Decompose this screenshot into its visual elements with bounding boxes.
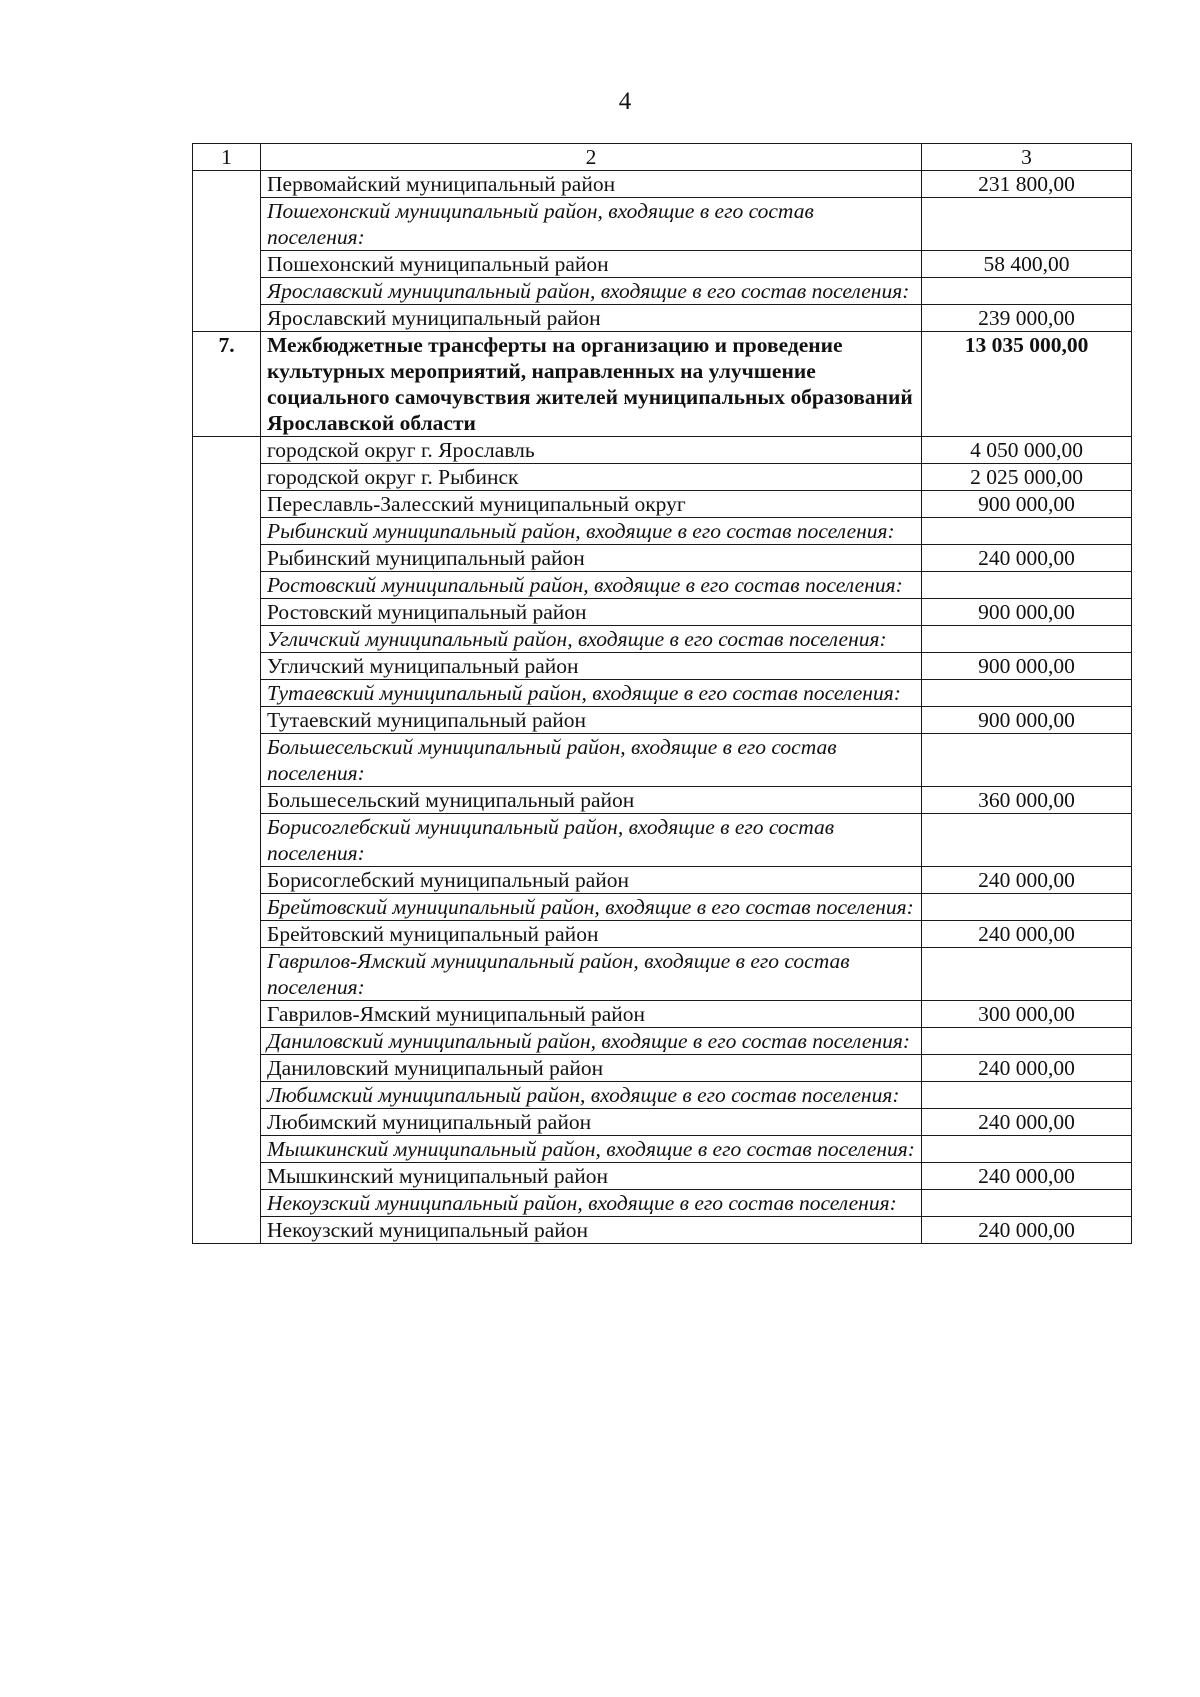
group-number: 7. (193, 332, 261, 437)
table-row (193, 1109, 1132, 1136)
district-note: Любимский муниципальный район, входящие в его состав поселения: (261, 1082, 922, 1109)
district-note: Тутаевский муниципальный район, входящие в его состав поселения: (261, 680, 922, 707)
district-note: Борисоглебский муниципальный район, входящие в его состав поселения: (261, 814, 922, 867)
row-number-cell (193, 707, 261, 734)
district-name: Пошехонский муниципальный район (261, 251, 922, 278)
row-number-cell (193, 1082, 261, 1109)
amount-cell: 900 000,00 (922, 653, 1132, 680)
table-note-row (193, 198, 1132, 251)
amount-cell: 239 000,00 (922, 305, 1132, 332)
table-row (193, 787, 1132, 814)
district-name: Большесельский муниципальный район (261, 787, 922, 814)
table-note-row (193, 278, 1132, 305)
district-note: Пошехонский муниципальный район, входящие в его состав поселения: (261, 198, 922, 251)
row-number-cell (193, 1190, 261, 1217)
table-row (193, 1055, 1132, 1082)
column-header-1: 1 (193, 144, 261, 171)
district-name: Даниловский муниципальный район (261, 1055, 922, 1082)
amount-cell (922, 734, 1132, 787)
row-number-cell (193, 278, 261, 305)
district-name: Тутаевский муниципальный район (261, 707, 922, 734)
district-note: Некоузский муниципальный район, входящие в его состав поселения: (261, 1190, 922, 1217)
amount-cell: 240 000,00 (922, 1163, 1132, 1190)
district-name: Любимский муниципальный район (261, 1109, 922, 1136)
row-number-cell (193, 305, 261, 332)
amount-cell (922, 894, 1132, 921)
row-number-cell (193, 1163, 261, 1190)
amount-cell (922, 1028, 1132, 1055)
amount-cell (922, 1190, 1132, 1217)
row-number-cell (193, 894, 261, 921)
column-header-3: 3 (922, 144, 1132, 171)
amount-cell: 231 800,00 (922, 171, 1132, 198)
table-row (193, 1163, 1132, 1190)
group-title: Межбюджетные трансферты на организацию и проведение культурных мероприятий, направленных на улучшение социального самочувствия жителей муниципальных образований Ярославской области (261, 332, 922, 437)
district-name: Гаврилов-Ямский муниципальный район (261, 1001, 922, 1028)
table-row (193, 653, 1132, 680)
table-note-row (193, 1082, 1132, 1109)
table-row (193, 305, 1132, 332)
row-number-cell (193, 518, 261, 545)
table-note-row (193, 572, 1132, 599)
table-note-row (193, 894, 1132, 921)
amount-cell (922, 948, 1132, 1001)
table-note-row (193, 626, 1132, 653)
district-name: Угличский муниципальный район (261, 653, 922, 680)
row-number-cell (193, 867, 261, 894)
table-row (193, 464, 1132, 491)
allocation-table (192, 143, 1132, 1244)
group-header-row (193, 332, 1132, 437)
row-number-cell (193, 734, 261, 787)
table-row (193, 171, 1132, 198)
amount-cell: 2 025 000,00 (922, 464, 1132, 491)
row-number-cell (193, 198, 261, 251)
table-note-row (193, 814, 1132, 867)
amount-cell: 58 400,00 (922, 251, 1132, 278)
amount-cell (922, 278, 1132, 305)
table-note-row (193, 948, 1132, 1001)
table-row (193, 251, 1132, 278)
table-note-row (193, 680, 1132, 707)
district-name: городской округ г. Ярославль (261, 437, 922, 464)
district-note: Большесельский муниципальный район, входящие в его состав поселения: (261, 734, 922, 787)
row-number-cell (193, 1028, 261, 1055)
amount-cell: 900 000,00 (922, 707, 1132, 734)
row-number-cell (193, 948, 261, 1001)
amount-cell: 240 000,00 (922, 1055, 1132, 1082)
amount-cell: 240 000,00 (922, 545, 1132, 572)
row-number-cell (193, 251, 261, 278)
column-header-2: 2 (261, 144, 922, 171)
group-7 (193, 332, 1132, 437)
district-note: Рыбинский муниципальный район, входящие в его состав поселения: (261, 518, 922, 545)
district-name: Ростовский муниципальный район (261, 599, 922, 626)
district-note: Гаврилов-Ямский муниципальный район, входящие в его состав поселения: (261, 948, 922, 1001)
amount-cell: 900 000,00 (922, 599, 1132, 626)
amount-cell (922, 814, 1132, 867)
table-row (193, 921, 1132, 948)
table-note-row (193, 518, 1132, 545)
table-note-row (193, 1136, 1132, 1163)
table-note-row (193, 1190, 1132, 1217)
row-number-cell (193, 572, 261, 599)
table-row (193, 1217, 1132, 1244)
district-name: Переславль-Залесский муниципальный округ (261, 491, 922, 518)
district-name: Ярославский муниципальный район (261, 305, 922, 332)
row-number-cell (193, 171, 261, 198)
row-number-cell (193, 599, 261, 626)
row-number-cell (193, 1109, 261, 1136)
amount-cell (922, 1082, 1132, 1109)
row-number-cell (193, 787, 261, 814)
district-note: Мышкинский муниципальный район, входящие в его состав поселения: (261, 1136, 922, 1163)
table-row (193, 1001, 1132, 1028)
district-name: Первомайский муниципальный район (261, 171, 922, 198)
page-number: 4 (618, 88, 632, 115)
table-row (193, 545, 1132, 572)
row-number-cell (193, 1055, 261, 1082)
district-name: городской округ г. Рыбинск (261, 464, 922, 491)
district-name: Брейтовский муниципальный район (261, 921, 922, 948)
amount-cell: 360 000,00 (922, 787, 1132, 814)
row-number-cell (193, 545, 261, 572)
district-name: Мышкинский муниципальный район (261, 1163, 922, 1190)
row-number-cell (193, 437, 261, 464)
table-row (193, 707, 1132, 734)
row-number-cell (193, 921, 261, 948)
district-note: Угличский муниципальный район, входящие в его состав поселения: (261, 626, 922, 653)
row-number-cell (193, 464, 261, 491)
rows-before-group (193, 171, 1132, 332)
district-note: Даниловский муниципальный район, входящие в его состав поселения: (261, 1028, 922, 1055)
district-note: Брейтовский муниципальный район, входящие в его состав поселения: (261, 894, 922, 921)
table-row (193, 867, 1132, 894)
district-name: Некоузский муниципальный район (261, 1217, 922, 1244)
row-number-cell (193, 1217, 261, 1244)
amount-cell: 240 000,00 (922, 1109, 1132, 1136)
amount-cell: 240 000,00 (922, 921, 1132, 948)
amount-cell (922, 680, 1132, 707)
table-header-row (193, 144, 1132, 171)
amount-cell (922, 572, 1132, 599)
amount-cell: 240 000,00 (922, 867, 1132, 894)
table-row (193, 599, 1132, 626)
row-number-cell (193, 1136, 261, 1163)
row-number-cell (193, 814, 261, 867)
amount-cell (922, 198, 1132, 251)
district-name: Рыбинский муниципальный район (261, 545, 922, 572)
district-note: Ростовский муниципальный район, входящие в его состав поселения: (261, 572, 922, 599)
district-note: Ярославский муниципальный район, входящие в его состав поселения: (261, 278, 922, 305)
row-number-cell (193, 491, 261, 518)
amount-cell: 240 000,00 (922, 1217, 1132, 1244)
amount-cell: 300 000,00 (922, 1001, 1132, 1028)
amount-cell: 4 050 000,00 (922, 437, 1132, 464)
amount-cell (922, 626, 1132, 653)
rows-after-group (193, 437, 1132, 1244)
row-number-cell (193, 653, 261, 680)
table-row (193, 491, 1132, 518)
amount-cell: 900 000,00 (922, 491, 1132, 518)
district-name: Борисоглебский муниципальный район (261, 867, 922, 894)
row-number-cell (193, 680, 261, 707)
row-number-cell (193, 626, 261, 653)
table-note-row (193, 734, 1132, 787)
amount-cell (922, 518, 1132, 545)
amount-cell (922, 1136, 1132, 1163)
table-row (193, 437, 1132, 464)
table-note-row (193, 1028, 1132, 1055)
group-total: 13 035 000,00 (922, 332, 1132, 437)
row-number-cell (193, 1001, 261, 1028)
